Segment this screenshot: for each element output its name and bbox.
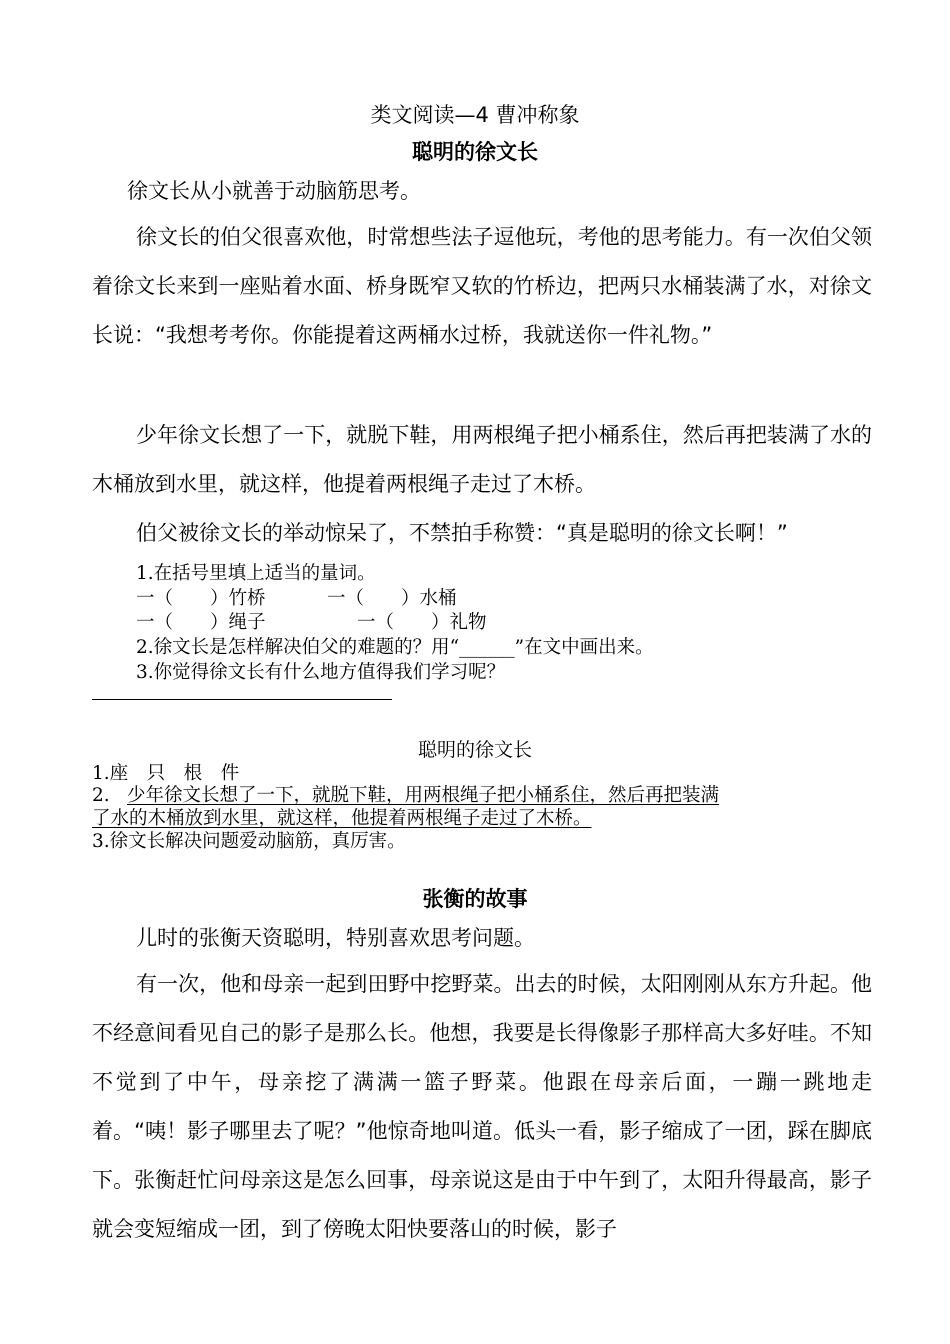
question-3: 3.你觉得徐文长有什么地方值得我们学习呢？ (136, 662, 506, 683)
question-1-item: 一（ ）竹桥 (136, 588, 266, 609)
question-1-item: 一（ ）水桶 (327, 588, 457, 609)
answer-divider (92, 699, 392, 700)
answer-2-number: 2. (92, 785, 129, 806)
answer-2-line-1: 少年徐文长想了一下，就脱下鞋，用两根绳子把小桶系住，然后再把装满 (127, 785, 720, 806)
story2-title: 张衡的故事 (422, 887, 528, 911)
story1-para1: 徐文长的伯父很喜欢他，时常想些法子逗他玩，考他的思考能力。有一次伯父领着徐文长来到一座贴着水面、桥身既窄又软的竹桥边，把两只水桶装满了水，对徐文长说：“我想考考你。你能提着这两桶水过桥，我就送你一件礼物。” (92, 225, 872, 347)
answer-title: 聪明的徐文长 (417, 739, 532, 761)
question-1-item: 一（ ）绳子 (136, 612, 266, 633)
story1-para3: 伯父被徐文长的举动惊呆了，不禁拍手称赞：“真是聪明的徐文长啊！” (136, 521, 788, 545)
question-1-item: 一（ ）礼物 (357, 612, 487, 633)
question-1: 1.在括号里填上适当的量词。 (136, 563, 376, 584)
answer-2-line-2: 了水的木桶放到水里，就这样，他提着两根绳子走过了木桥。 (92, 808, 592, 829)
answer-1: 1.座 只 根 件 (92, 763, 240, 784)
story1-para2: 少年徐文长想了一下，就脱下鞋，用两根绳子把小桶系住，然后再把装满了水的木桶放到水里，就这样，他提着两根绳子走过了木桥。 (92, 423, 872, 496)
story1-intro: 徐文长从小就善于动脑筋思考。 (127, 179, 421, 203)
story2-intro: 儿时的张衡天资聪明，特别喜欢思考问题。 (136, 926, 535, 950)
question-2: 2.徐文长是怎样解决伯父的难题的？用“______”在文中画出来。 (136, 637, 654, 658)
page-title: 类文阅读—4 曹冲称象 (370, 103, 580, 127)
answer-3: 3.徐文长解决问题爱动脑筋，真厉害。 (92, 831, 406, 852)
story2-para1: 有一次，他和母亲一起到田野中挖野菜。出去的时候，太阳刚刚从东方升起。他不经意间看见自己的影子是那么长。他想，我要是长得像影子那样高大多好哇。不知不觉到了中午，母亲挖了满满一篮子野菜。他跟在母亲后面，一蹦一跳地走着。“咦！影子哪里去了呢？”他惊奇地叫道。低头一看，影子缩成了一团，踩在脚底下。张衡赶忙问母亲这是怎么回事，母亲说这是由于中午到了，太阳升得最高，影子就会变短缩成一团，到了傍晚太阳快要落山的时候，影子 (92, 972, 872, 1241)
story1-title: 聪明的徐文长 (412, 140, 538, 164)
